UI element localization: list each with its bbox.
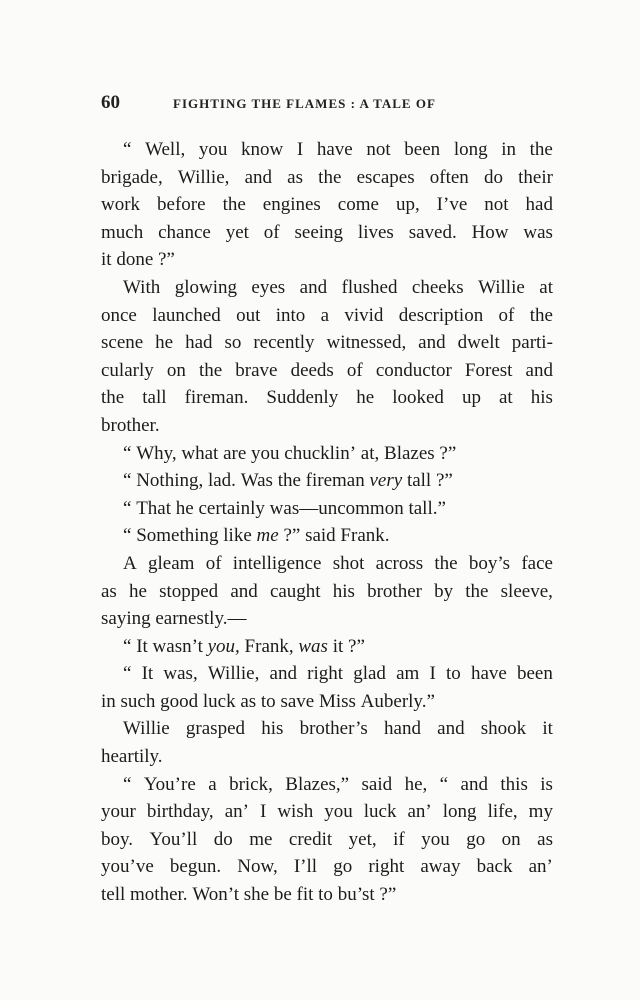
word: said (361, 773, 393, 795)
word: eyes (251, 276, 286, 298)
word: escapes (356, 166, 415, 188)
text-line (101, 578, 553, 606)
word: begun. (169, 856, 222, 878)
word: the (277, 470, 301, 492)
word: his (332, 580, 355, 602)
word: as (101, 580, 117, 602)
word: I’ll (293, 856, 318, 878)
text-line (101, 605, 553, 633)
word: parti- (511, 332, 553, 354)
word: you (251, 442, 280, 464)
word: “ (123, 663, 132, 685)
word: do (213, 828, 233, 850)
word: fireman. (184, 387, 249, 409)
word: an’ (528, 856, 553, 878)
running-head: FIGHTING THE FLAMES : A TALE OF (173, 96, 436, 111)
word: grasped (185, 718, 246, 740)
word: ?” (283, 525, 301, 547)
word: brave (235, 359, 278, 381)
word: go (466, 828, 486, 850)
word: done (116, 249, 154, 271)
text-line (101, 881, 553, 909)
word: and (230, 580, 258, 602)
word: right (368, 856, 405, 878)
word: once (101, 304, 137, 326)
word: the (101, 387, 125, 409)
word: You’re (143, 773, 196, 795)
word: and (244, 166, 272, 188)
word: brigade, (101, 166, 163, 188)
word: as (287, 166, 303, 188)
word: Willie, (177, 166, 230, 188)
word: “ (123, 442, 132, 464)
text-line (101, 715, 553, 743)
word: birthday, (146, 801, 214, 823)
word: you (324, 801, 353, 823)
word: With (123, 276, 161, 298)
word: description (398, 304, 484, 326)
word: and (525, 359, 553, 381)
text-line (101, 853, 553, 881)
word: certainly (198, 497, 265, 519)
word: his (530, 387, 553, 409)
word: it (332, 635, 344, 657)
word: right (307, 663, 344, 685)
word: and (269, 663, 297, 685)
word: luck (363, 801, 397, 823)
word: “ (123, 773, 132, 795)
word: deeds (290, 359, 334, 381)
word: caught (269, 580, 321, 602)
word: “ (123, 470, 132, 492)
word: Willie (123, 718, 170, 740)
word: across (375, 552, 424, 574)
word: mother. (130, 884, 188, 906)
word: Was (240, 470, 273, 492)
word: lives (357, 221, 394, 243)
word: the (318, 166, 342, 188)
word: at (539, 276, 553, 298)
word: How (471, 221, 509, 243)
word: me (256, 525, 279, 547)
word: luck (202, 690, 236, 712)
word: saved. (408, 221, 457, 243)
word: you (198, 139, 228, 160)
word: Nothing, (136, 470, 204, 492)
word: know (241, 139, 284, 160)
word: “ (439, 773, 449, 795)
word: my (528, 801, 553, 823)
text-line (101, 688, 553, 716)
word: such (120, 690, 156, 712)
word: Blazes,” (285, 773, 350, 795)
word: boy’s (468, 552, 511, 574)
word: in (501, 139, 517, 160)
word: ?” (348, 635, 365, 657)
word: and (460, 773, 488, 795)
text-line (101, 329, 553, 357)
word: and (299, 276, 328, 298)
text-line (101, 302, 553, 330)
text-line (101, 440, 553, 468)
text-line (101, 495, 553, 523)
word: of (263, 221, 280, 243)
word: he (356, 387, 375, 409)
text-line (101, 136, 553, 164)
word: to (318, 884, 333, 906)
word: Why, (136, 442, 177, 464)
word: the (465, 580, 489, 602)
word: on (501, 828, 521, 850)
word: launched (152, 304, 221, 326)
word: Well, (145, 139, 186, 160)
word: your (101, 801, 136, 823)
word: had (525, 194, 553, 216)
word: brother (367, 580, 422, 602)
text-line (101, 246, 553, 274)
word: tall.” (408, 497, 446, 519)
word: she (243, 884, 270, 906)
word: like (223, 525, 252, 547)
word: “ (123, 139, 132, 160)
page-header (101, 92, 531, 114)
word: often (429, 166, 469, 188)
word: in (101, 690, 116, 712)
word: yet, (348, 828, 377, 850)
word: he (128, 580, 147, 602)
word: yet (225, 221, 249, 243)
word: Won’t (192, 884, 239, 906)
word: was (523, 221, 553, 243)
word: gleam (148, 552, 195, 574)
word: lad. (207, 470, 236, 492)
word: Frank, (244, 635, 294, 657)
word: not (366, 139, 391, 160)
word: it (542, 718, 553, 740)
word: ?” (435, 470, 453, 492)
text-line (101, 660, 553, 688)
word: he, (404, 773, 428, 795)
word: Frank. (340, 525, 390, 547)
word: chucklin’ (284, 442, 357, 464)
word: go (333, 856, 353, 878)
word: do (483, 166, 503, 188)
word: I (429, 663, 436, 685)
text-line (101, 743, 553, 771)
text-line (101, 412, 553, 440)
word: wish (277, 801, 314, 823)
word: much (101, 221, 144, 243)
word: stopped (159, 580, 219, 602)
word: scene (101, 332, 144, 354)
word: to (445, 663, 461, 685)
text-line (101, 798, 553, 826)
word: glowing (174, 276, 237, 298)
word: wasn’t (152, 635, 203, 657)
word: and (418, 332, 446, 354)
word: his (261, 718, 284, 740)
text-line (101, 633, 553, 661)
word: said (305, 525, 336, 547)
word: Willie, (207, 663, 260, 685)
word: as (240, 690, 257, 712)
word: looked (392, 387, 444, 409)
word: of (346, 359, 363, 381)
word: bu’st (337, 884, 375, 906)
word: heartily. (101, 746, 163, 768)
word: Auberly.” (360, 690, 435, 712)
word: brother. (101, 414, 160, 436)
word: up, (395, 194, 420, 216)
word: save (280, 690, 315, 712)
word: shook (480, 718, 527, 740)
word: me (249, 828, 273, 850)
word: it (101, 249, 112, 271)
word: if (393, 828, 405, 850)
word: on (166, 359, 186, 381)
word: you’ve (101, 856, 154, 878)
word: have (316, 139, 353, 160)
word: a (208, 773, 217, 795)
word: face (521, 552, 553, 574)
word: this (500, 773, 528, 795)
word: Blazes (384, 442, 435, 464)
word: as (537, 828, 553, 850)
text-line (101, 384, 553, 412)
word: A (123, 552, 137, 574)
word: back (476, 856, 513, 878)
word: ?” (439, 442, 457, 464)
word: of (498, 304, 515, 326)
word: have (470, 663, 507, 685)
word: to (260, 690, 276, 712)
text-line (101, 522, 553, 550)
word: was—uncommon (269, 497, 404, 519)
word: It (141, 663, 154, 685)
word: I’ve (436, 194, 468, 216)
body-text (101, 136, 553, 909)
word: cheeks (411, 276, 464, 298)
word: Willie (478, 276, 525, 298)
word: Suddenly (266, 387, 339, 409)
word: intelligence (232, 552, 322, 574)
word: chance (158, 221, 211, 243)
word: the (222, 194, 246, 216)
word: the (529, 139, 553, 160)
word: I (259, 801, 267, 823)
word: “ (123, 497, 132, 519)
word: cularly (101, 359, 154, 381)
word: Forest (464, 359, 513, 381)
word: out (236, 304, 261, 326)
word: fit (296, 884, 314, 906)
word: recently (253, 332, 315, 354)
word: You’ll (149, 828, 198, 850)
word: was, (163, 663, 198, 685)
word: sleeve, (500, 580, 553, 602)
text-line (101, 357, 553, 385)
word: That (136, 497, 172, 519)
word: not (484, 194, 509, 216)
word: are (223, 442, 247, 464)
word: earnestly.— (155, 608, 247, 630)
page-number: 60 (101, 92, 120, 113)
word: glad (353, 663, 386, 685)
word: come (337, 194, 379, 216)
word: the (434, 552, 458, 574)
word: was (298, 635, 328, 657)
word: away (420, 856, 461, 878)
word: fireman (305, 470, 365, 492)
word: Now, (237, 856, 278, 878)
word: up (461, 387, 481, 409)
word: is (540, 773, 553, 795)
word: boy. (101, 828, 134, 850)
word: at (498, 387, 513, 409)
word: ?” (379, 884, 397, 906)
word: be (273, 884, 292, 906)
word: into (275, 304, 306, 326)
word: by (434, 580, 454, 602)
word: Something (136, 525, 219, 547)
word: had (185, 332, 213, 354)
word: long (453, 139, 488, 160)
word: I (296, 139, 304, 160)
word: flushed (341, 276, 398, 298)
word: saying (101, 608, 151, 630)
word: at, (360, 442, 380, 464)
word: “ (123, 525, 132, 547)
word: an’ (407, 801, 432, 823)
word: conductor (375, 359, 452, 381)
word: It (136, 635, 148, 657)
text-line (101, 274, 553, 302)
word: been (516, 663, 553, 685)
word: hand (384, 718, 421, 740)
word: he (175, 497, 194, 519)
word: you (421, 828, 450, 850)
text-line (101, 467, 553, 495)
word: you, (207, 635, 240, 657)
word: vivid (344, 304, 384, 326)
word: brother’s (299, 718, 368, 740)
word: very (369, 470, 403, 492)
word: brick, (229, 773, 273, 795)
word: a (320, 304, 330, 326)
word: “ (123, 635, 132, 657)
word: witnessed, (326, 332, 407, 354)
text-line (101, 550, 553, 578)
word: dwelt (457, 332, 500, 354)
word: so (224, 332, 242, 354)
word: he (155, 332, 174, 354)
text-line (101, 219, 553, 247)
word: long (442, 801, 477, 823)
word: tall (406, 470, 432, 492)
text-line (101, 826, 553, 854)
word: good (160, 690, 199, 712)
word: an’ (224, 801, 249, 823)
text-line (101, 771, 553, 799)
word: what (181, 442, 219, 464)
word: work (101, 194, 141, 216)
text-line (101, 164, 553, 192)
word: shot (332, 552, 365, 574)
word: seeing (294, 221, 344, 243)
word: tall (142, 387, 167, 409)
word: been (404, 139, 441, 160)
word: ?” (158, 249, 175, 271)
word: engines (262, 194, 321, 216)
word: the (198, 359, 223, 381)
word: before (157, 194, 206, 216)
word: the (529, 304, 553, 326)
word: tell (101, 884, 126, 906)
word: am (396, 663, 420, 685)
word: of (205, 552, 222, 574)
word: life, (487, 801, 518, 823)
text-line (101, 191, 553, 219)
word: Miss (318, 690, 356, 712)
word: their (518, 166, 553, 188)
word: and (437, 718, 465, 740)
word: credit (288, 828, 333, 850)
